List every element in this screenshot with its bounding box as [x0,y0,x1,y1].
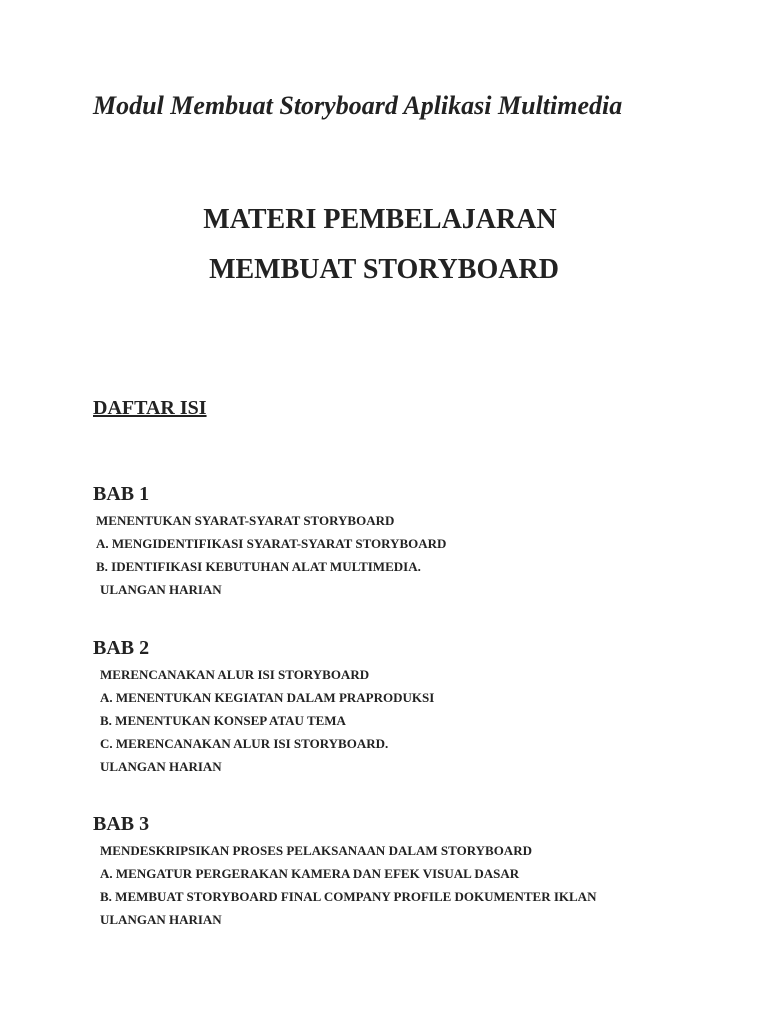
chapter-items [93,509,733,601]
main-title-line-1: MATERI PEMBELAJARAN [203,204,557,235]
toc-item: MENENTUKAN SYARAT-SYARAT STORYBOARD [96,513,395,528]
toc-item: B. MENENTUKAN KONSEP ATAU TEMA [100,713,346,728]
toc-item: B. MEMBUAT STORYBOARD FINAL COMPANY PROFILE DOKUMENTER IKLAN [100,889,597,904]
toc-item: ULANGAN HARIAN [100,582,222,597]
toc-item: ULANGAN HARIAN [100,759,222,774]
toc-item: A. MENGIDENTIFIKASI SYARAT-SYARAT STORYBOARD [96,536,447,551]
toc-item: C. MERENCANAKAN ALUR ISI STORYBOARD. [100,736,389,751]
toc-item: ULANGAN HARIAN [100,912,222,927]
toc-item: A. MENENTUKAN KEGIATAN DALAM PRAPRODUKSI [100,690,435,705]
toc-item: MENDESKRIPSIKAN PROSES PELAKSANAAN DALAM STORYBOARD [100,843,532,858]
module-title: Modul Membuat Storyboard Aplikasi Multimedia [93,91,623,120]
main-title-line-2: MEMBUAT STORYBOARD [209,254,559,285]
chapter-items [93,839,733,931]
chapter-1 [93,479,733,601]
toc-item: B. IDENTIFIKASI KEBUTUHAN ALAT MULTIMEDIA. [96,559,421,574]
chapter-3 [93,809,733,931]
chapter-label: BAB 2 [93,637,150,659]
toc-heading: DAFTAR ISI [93,397,207,419]
toc-item: MERENCANAKAN ALUR ISI STORYBOARD [100,667,370,682]
chapter-2 [93,633,733,778]
chapter-label: BAB 1 [93,483,150,505]
toc-item: A. MENGATUR PERGERAKAN KAMERA DAN EFEK VISUAL DASAR [100,866,520,881]
chapter-label: BAB 3 [93,813,150,835]
chapter-items [93,663,733,778]
